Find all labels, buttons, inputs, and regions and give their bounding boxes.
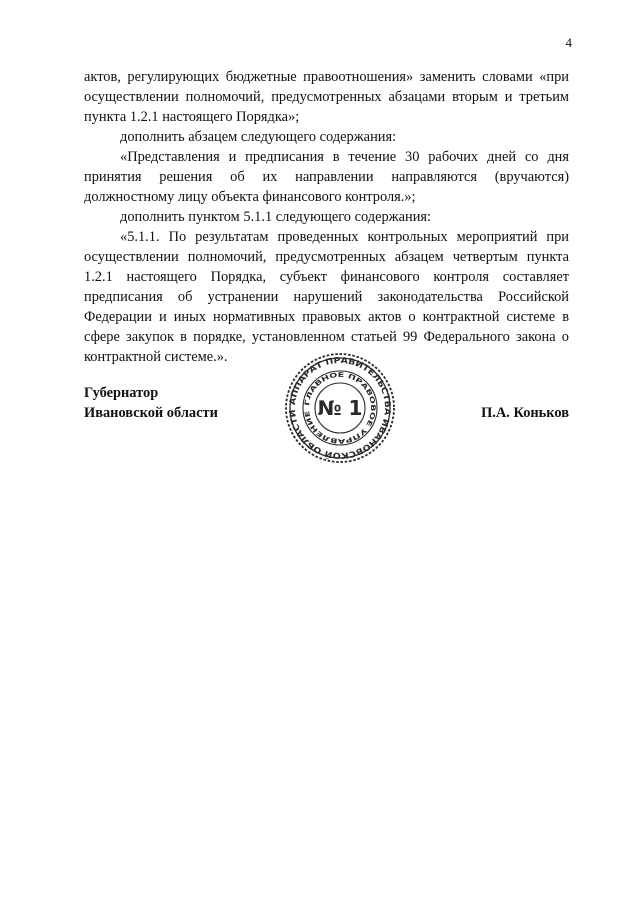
signatory-title-line: Губернатор — [84, 385, 159, 401]
seal-outer-text: АППАРАТ ПРАВИТЕЛЬСТВА ИВАНОВСКОЙ ОБЛАСТИ — [287, 354, 394, 462]
paragraph: актов, регулирующих бюджетные правоотношения» заменить словами «при осуществлении полномочий, предусмотренных абзацами вторым и третьим пункта 1.2.1 настоящего Порядка»; — [84, 69, 569, 125]
page-number: 4 — [565, 35, 572, 50]
seal-graphic — [284, 352, 396, 464]
seal-center-text: № 1 — [317, 396, 363, 420]
seal-inner-text: ГЛАВНОЕ ПРАВОВОЕ УПРАВЛЕНИЕ — [302, 370, 378, 446]
signatory-title — [84, 383, 218, 423]
signatory-title-line: Ивановской области — [84, 405, 218, 421]
paragraph: «Представления и предписания в течение 30 рабочих дней со дня принятия решения об их направлении направляются (вручаются) должностному лицу объекта финансового контроля.»; — [84, 149, 569, 205]
paragraph: «5.1.1. По результатам проведенных контрольных мероприятий при осуществлении полномочий, предусмотренных абзацем четвертым пункта 1.2.1 настоящего Порядка, субъект финансового контроля составляет предписания об устранении нарушений законодательства Российской Федерации и иных нормативных правовых актов о контрактной системе в сфере закупок в порядке, установленном статьей 99 Федерального закона о контрактной системе.». — [84, 229, 569, 365]
signer-name: П.А. Коньков — [481, 405, 569, 421]
body-text — [84, 67, 569, 367]
paragraph: дополнить пунктом 5.1.1 следующего содержания: — [120, 209, 432, 225]
official-seal — [284, 352, 396, 464]
paragraph: дополнить абзацем следующего содержания: — [120, 129, 397, 145]
